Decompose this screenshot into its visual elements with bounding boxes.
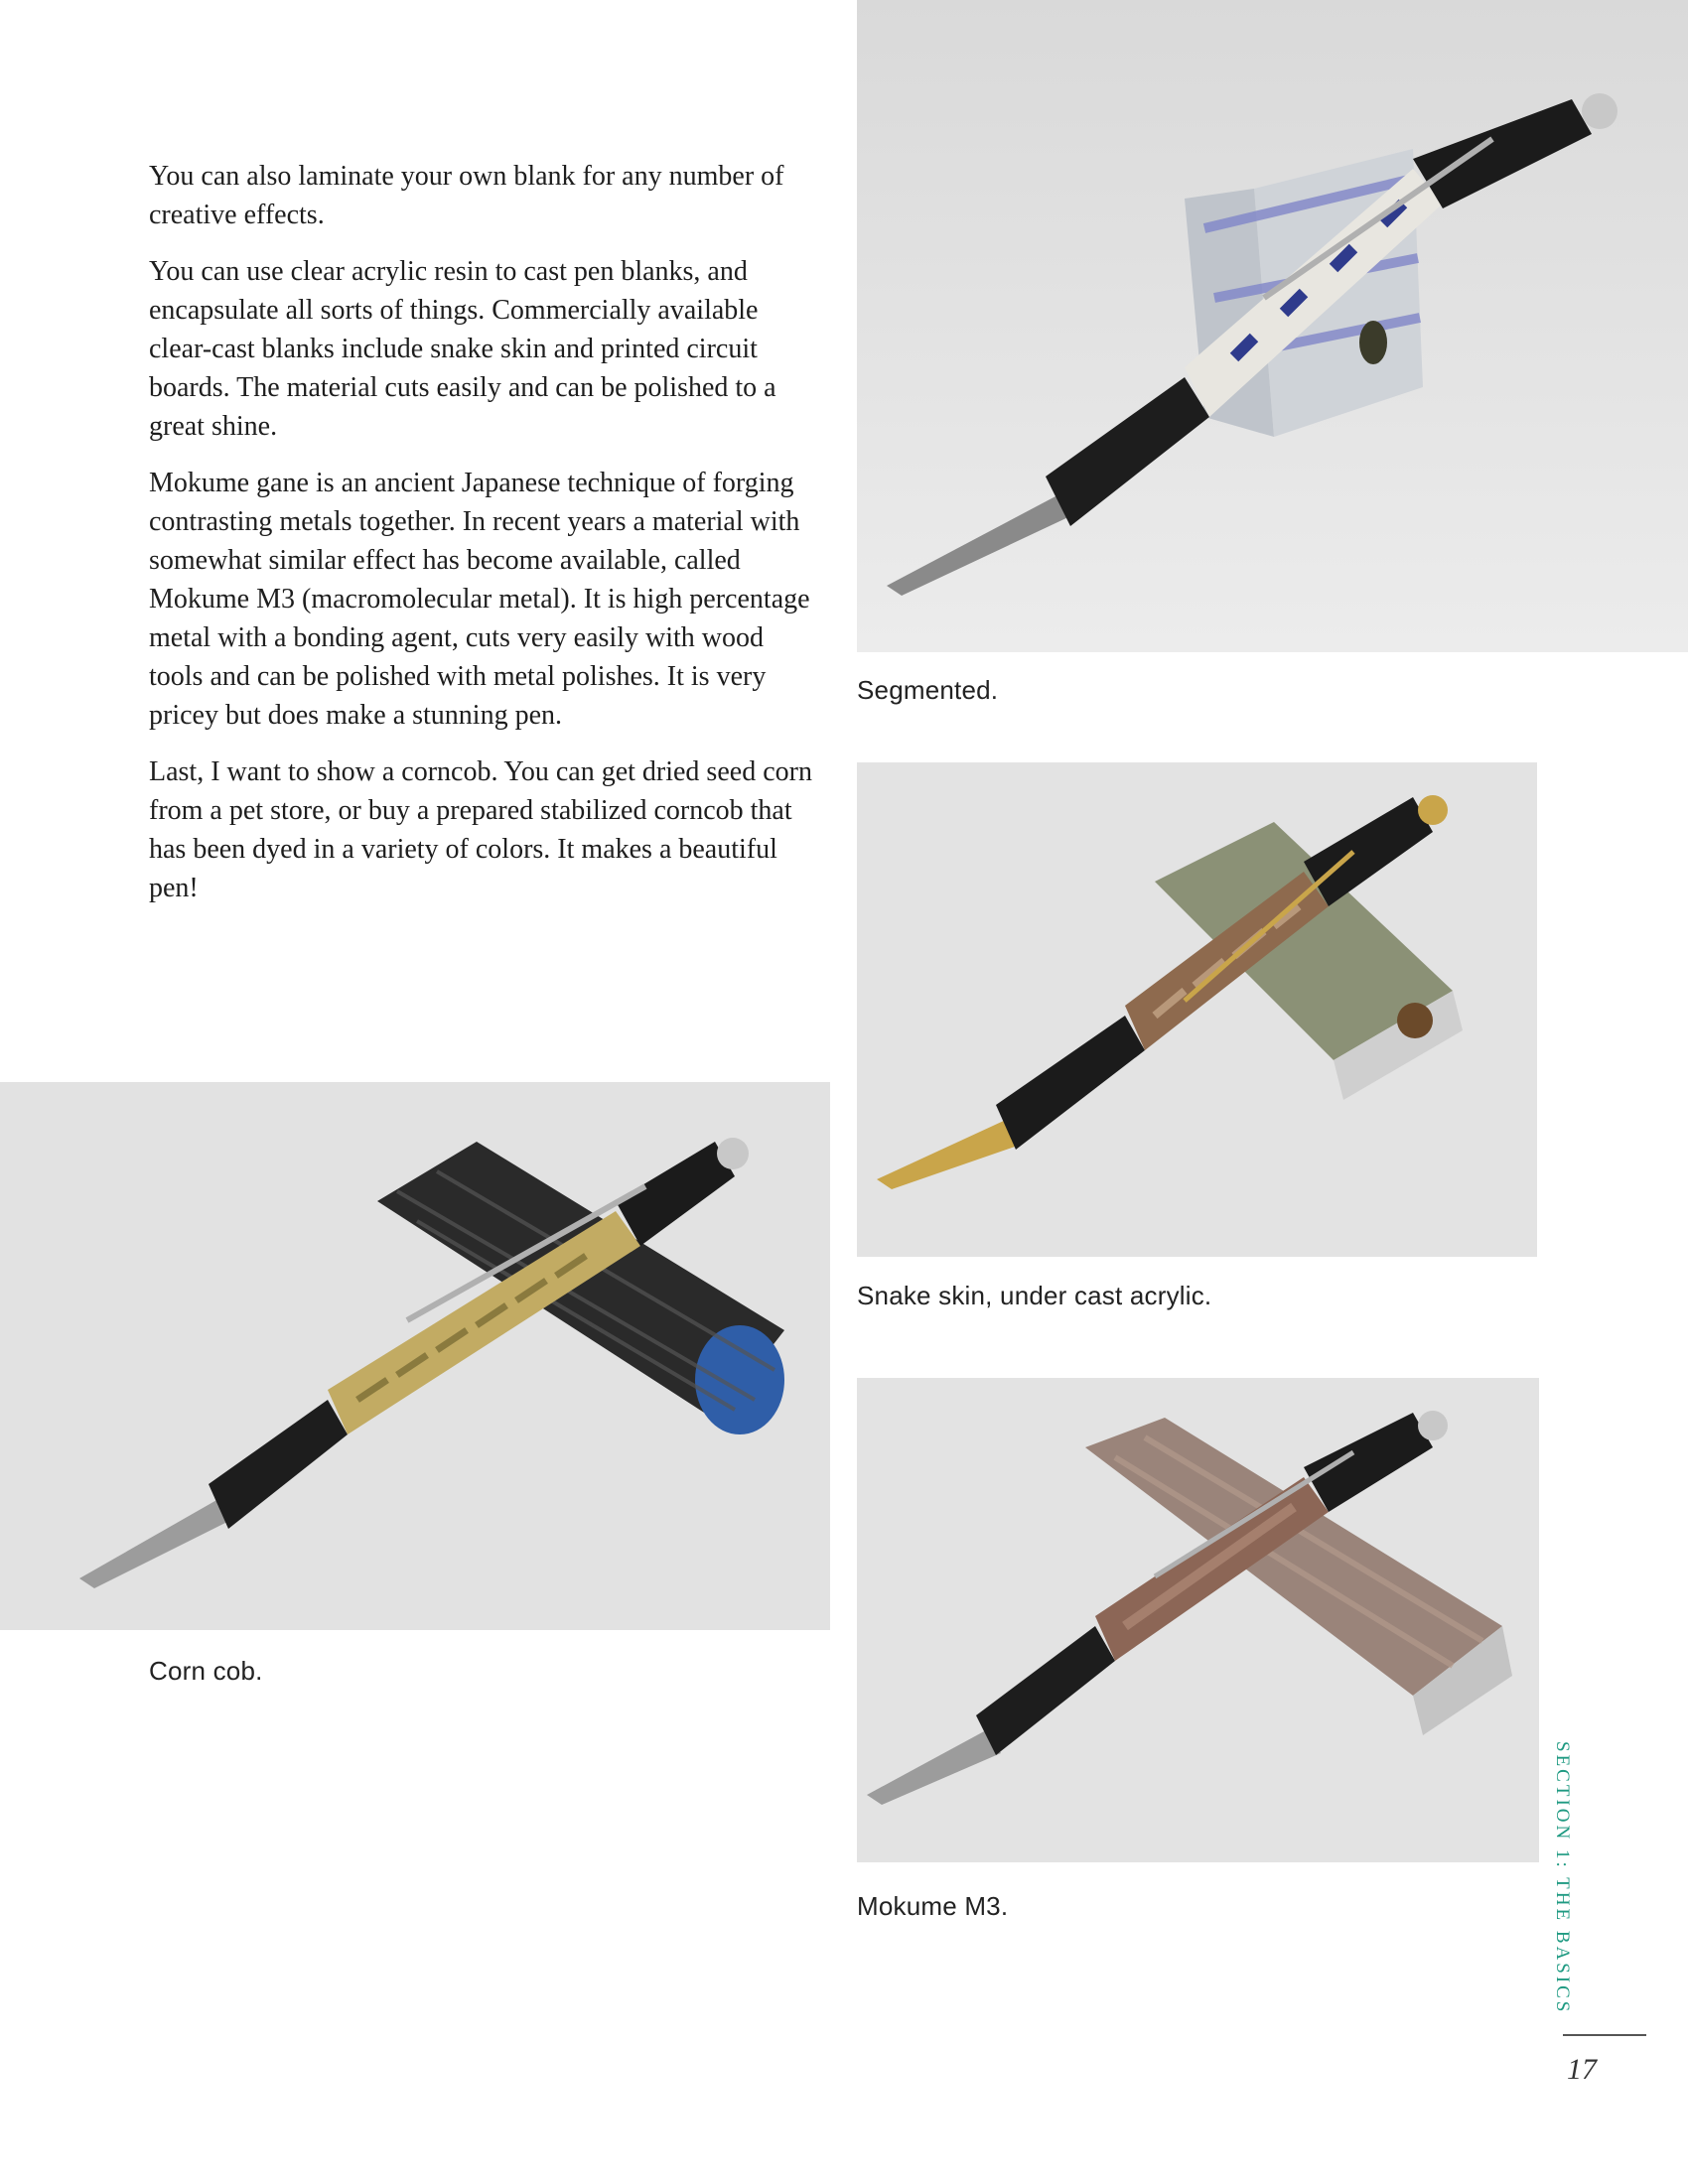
segmented-pen-photo xyxy=(857,0,1688,652)
section-side-label: SECTION 1: THE BASICS xyxy=(1552,1741,1573,2015)
corn-cob-pen-photo xyxy=(0,1082,830,1630)
caption-mokume: Mokume M3. xyxy=(857,1891,1009,1921)
snake-skin-pen-photo xyxy=(857,762,1537,1257)
body-text xyxy=(149,157,814,925)
paragraph-acrylic: You can use clear acrylic resin to cast pen blanks, and encapsulate all sorts of things. Commercially available clear-cast blanks include snake skin and printed circuit boards. The material cuts easily and can be polished to a great shine. xyxy=(149,256,776,442)
caption-segmented: Segmented. xyxy=(857,675,999,705)
mokume-pen-photo xyxy=(857,1378,1539,1862)
paragraph-corncob: Last, I want to show a corncob. You can get dried seed corn from a pet store, or buy a prepared stabilized corncob that has been dyed in a variety of colors. It makes a beautiful pen! xyxy=(149,756,812,903)
caption-corn-cob: Corn cob. xyxy=(149,1656,263,1686)
caption-snake-skin: Snake skin, under cast acrylic. xyxy=(857,1281,1212,1310)
footer-rule xyxy=(1563,2034,1646,2036)
paragraph-laminate: You can also laminate your own blank for any number of creative effects. xyxy=(149,161,784,230)
paragraph-mokume: Mokume gane is an ancient Japanese technique of forging contrasting metals together. In recent years a material with somewhat similar effect has become available, called Mokume M3 (macromolecular metal). It is high percentage metal with a bonding agent, cuts very easily with wood tools and can be polished with metal polishes. It is very pricey but does make a stunning pen. xyxy=(149,468,810,731)
page-number: 17 xyxy=(1567,2053,1597,2086)
